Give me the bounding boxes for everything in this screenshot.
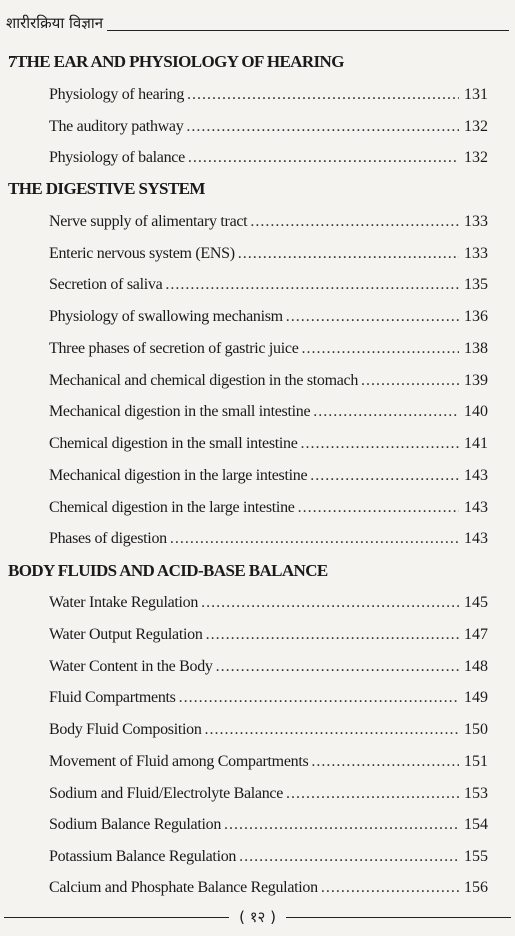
toc-entry-title: Water Content in the Body: [49, 658, 213, 675]
toc-entry: [49, 210, 488, 234]
running-header-title: शारीरक्रिया विज्ञान: [6, 14, 104, 32]
toc-entry: [49, 115, 488, 139]
section-title: BODY FLUIDS AND ACID-BASE BALANCE: [8, 561, 328, 580]
dot-leader: [205, 718, 459, 742]
toc-entry-page: 151: [464, 753, 488, 770]
toc-entry-title: Secretion of saliva: [49, 276, 163, 293]
dot-leader: [186, 115, 459, 139]
dot-leader: [250, 210, 459, 234]
toc-entry: [49, 527, 488, 551]
toc-entry-title: Three phases of secretion of gastric juice: [49, 340, 299, 357]
toc-entry-title: Body Fluid Composition: [49, 721, 202, 738]
toc-entry-title: Mechanical digestion in the small intestine: [49, 403, 311, 420]
page-footer: [4, 904, 511, 930]
dot-leader: [224, 813, 459, 837]
toc-entry: [49, 686, 488, 710]
toc-entry: [49, 273, 488, 297]
toc-entry-title: Fluid Compartments: [49, 689, 176, 706]
toc-entry-title: Physiology of hearing: [49, 86, 185, 103]
toc-entry-title: Enteric nervous system (ENS): [49, 245, 235, 262]
toc-entry-title: Water Intake Regulation: [49, 594, 199, 611]
toc-entry: [49, 496, 488, 520]
footer-page-number: ( १२ ): [239, 908, 276, 926]
toc-entry: [49, 242, 488, 266]
toc-entry-title: Mechanical digestion in the large intestine: [49, 467, 308, 484]
toc-entry: [49, 83, 488, 107]
toc-entry: [49, 876, 488, 900]
dot-leader: [310, 464, 459, 488]
dot-leader: [361, 369, 459, 393]
toc-entry: [49, 464, 488, 488]
toc-entry: [49, 369, 488, 393]
toc-entry-page: 143: [464, 530, 488, 547]
toc-entry: [49, 591, 488, 615]
toc-entry-page: 150: [464, 721, 488, 738]
toc-entry-title: Potassium Balance Regulation: [49, 848, 237, 865]
dot-leader: [286, 305, 459, 329]
section-title: 7THE EAR AND PHYSIOLOGY OF HEARING: [8, 52, 344, 71]
toc-entry: [49, 400, 488, 424]
dot-leader: [298, 496, 459, 520]
toc-entry-page: 132: [464, 118, 488, 135]
toc-entry-page: 148: [464, 658, 488, 675]
toc-entry: [49, 845, 488, 869]
toc-entry-page: 143: [464, 467, 488, 484]
toc-entry: [49, 623, 488, 647]
section-title: THE DIGESTIVE SYSTEM: [8, 179, 205, 198]
toc-entry: [49, 146, 488, 170]
toc-entry-title: Calcium and Phosphate Balance Regulation: [49, 879, 318, 896]
toc-entry-title: Water Output Regulation: [49, 626, 203, 643]
dot-leader: [301, 432, 459, 456]
dot-leader: [179, 686, 459, 710]
toc-entry-title: The auditory pathway: [49, 118, 184, 135]
toc-entry-title: Phases of digestion: [49, 530, 167, 547]
dot-leader: [216, 655, 459, 679]
dot-leader: [302, 337, 459, 361]
toc-entry-page: 147: [464, 626, 488, 643]
toc-entry-page: 133: [464, 245, 488, 262]
toc-entry-page: 141: [464, 435, 488, 452]
toc-entry: [49, 337, 488, 361]
toc-entry-page: 156: [464, 879, 488, 896]
dot-leader: [188, 146, 459, 170]
toc-entry-page: 149: [464, 689, 488, 706]
dot-leader: [201, 591, 459, 615]
dot-leader: [165, 273, 459, 297]
toc-entry-page: 136: [464, 308, 488, 325]
toc-entry-page: 153: [464, 785, 488, 802]
toc-entry-page: 143: [464, 499, 488, 516]
toc-entry-title: Physiology of balance: [49, 149, 185, 166]
toc-entry-title: Sodium Balance Regulation: [49, 816, 222, 833]
footer-rule-right: [286, 917, 511, 918]
toc-entry-title: Movement of Fluid among Compartments: [49, 753, 309, 770]
dot-leader: [239, 845, 459, 869]
dot-leader: [238, 242, 459, 266]
toc-entry: [49, 813, 488, 837]
toc-entry-title: Sodium and Fluid/Electrolyte Balance: [49, 785, 284, 802]
toc-entry-page: 145: [464, 594, 488, 611]
toc-entry-page: 135: [464, 276, 488, 293]
dot-leader: [170, 527, 459, 551]
toc-entry-page: 140: [464, 403, 488, 420]
toc-entry-page: 131: [464, 86, 488, 103]
toc-entry: [49, 782, 488, 806]
dot-leader: [321, 876, 459, 900]
running-header-rule: [107, 30, 509, 31]
dot-leader: [187, 83, 459, 107]
footer-rule-left: [4, 917, 229, 918]
toc-entry-page: 132: [464, 149, 488, 166]
toc-entry: [49, 718, 488, 742]
toc-entry-title: Nerve supply of alimentary tract: [49, 213, 248, 230]
dot-leader: [206, 623, 459, 647]
toc-entry-title: Chemical digestion in the small intestine: [49, 435, 298, 452]
toc-entry-page: 155: [464, 848, 488, 865]
dot-leader: [286, 782, 459, 806]
toc-entry-page: 139: [464, 372, 488, 389]
toc-entry: [49, 432, 488, 456]
toc-entry: [49, 655, 488, 679]
toc-entry-page: 138: [464, 340, 488, 357]
toc-entry-title: Mechanical and chemical digestion in the stomach: [49, 372, 359, 389]
toc-entry-page: 133: [464, 213, 488, 230]
running-header: [6, 6, 509, 34]
toc-entry-title: Physiology of swallowing mechanism: [49, 308, 283, 325]
toc-entry-page: 154: [464, 816, 488, 833]
dot-leader: [313, 400, 459, 424]
toc-entry-title: Chemical digestion in the large intestine: [49, 499, 295, 516]
toc-entry: [49, 750, 488, 774]
toc-entry: [49, 305, 488, 329]
dot-leader: [311, 750, 459, 774]
